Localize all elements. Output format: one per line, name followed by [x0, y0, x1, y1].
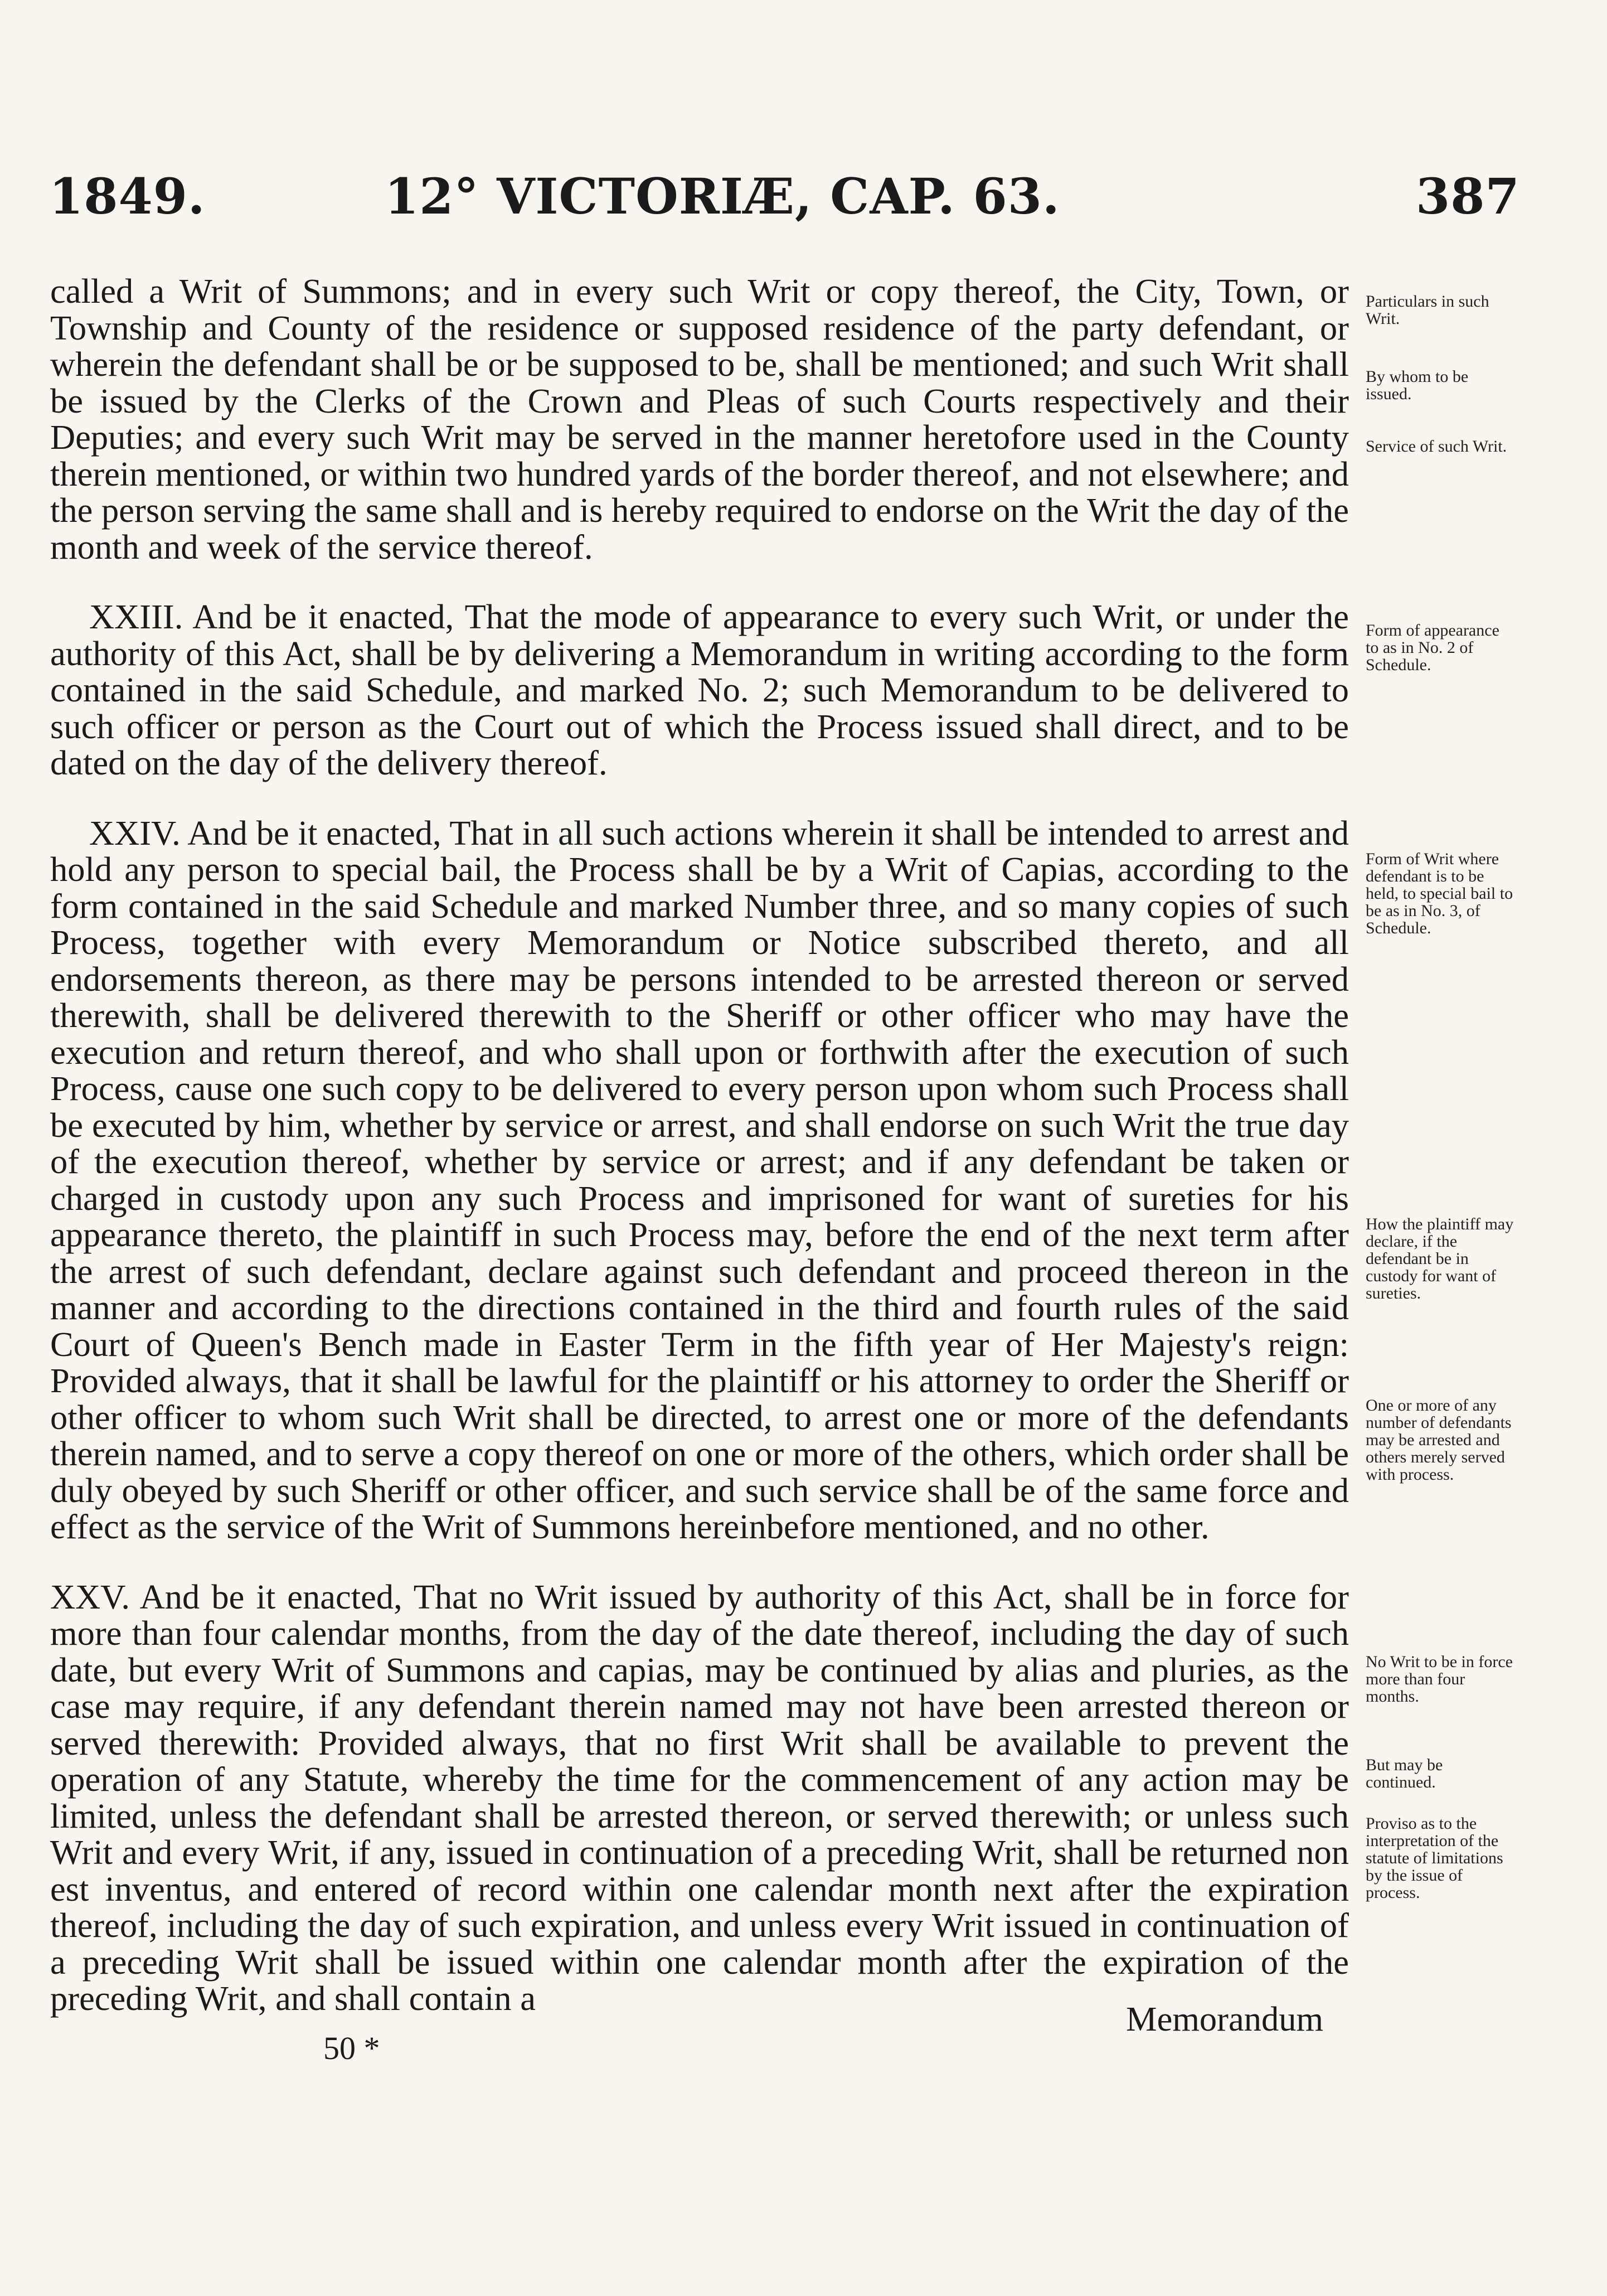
marginal-note: No Writ to be in force more than four months. [1366, 1653, 1513, 1706]
header-title: 12° VICTORIÆ, CAP. 63. [385, 167, 1060, 225]
page-number: 387 [1416, 167, 1520, 225]
marginal-note: One or more of any number of defendants may be arrested and others merely served with process. [1366, 1396, 1512, 1484]
signature-mark: 50 * [323, 2030, 380, 2066]
section-xxiv: XXIV. And be it enacted, That in all such actions wherein it shall be intended to arrest and hold any person to special bail, the Process shall be by a Writ of Capias, according to the form contained in the said Schedule and marked Number three, and so many copies of such Process, together with every Memorandum or Notice subscribed thereto, and all endorsements thereon, as there may be persons intended to be arrested thereon or served therewith, shall be delivered therewith to the Sheriff or other officer who may have the execution and return thereof, and who shall upon or forthwith after the execution of such Process, cause one such copy to be delivered to every person upon whom such Process shall be executed by him, whether by service or arrest, and shall endorse on such Writ the true day of the execution thereof, whether by service or arrest; and if any defendant be taken or charged in custody upon any such Process and imprisoned for want of sureties for his appearance thereto, the plaintiff in such Process may, before the end of the next term after the arrest of such defendant, declare against such defendant and proceed thereon in the manner and according to the directions contained in the third and fourth rules of the said Court of Queen's Bench made in Easter Term in the fifth year of Her Majesty's reign: Provided always, that it shall be lawful for the plaintiff or his attorney to order the Sheriff or other officer to whom such Writ shall be directed, to arrest one or more of the defendants therein named, and to serve a copy thereof on one or more of the others, which order shall be duly obeyed by such Sheriff or other officer, and such service shall be of the same force and effect as the service of the Writ of Summons hereinbefore mentioned, and no other. [50, 813, 1349, 1546]
marginal-note: But may be continued. [1366, 1756, 1443, 1791]
body-text [50, 273, 1349, 2017]
marginal-note: Proviso as to the interpretation of the statute of limitations by the issue of process. [1366, 1814, 1503, 1902]
section-xxiii: XXIII. And be it enacted, That the mode of appearance to every such Writ, or under the authority of this Act, shall be by delivering a Memorandum in writing according to the form contained in the said Schedule, and marked No. 2; such Memorandum to be delivered to such officer or person as the Court out of which the Process issued shall direct, and to be dated on the day of the delivery thereof. [50, 597, 1349, 782]
marginal-note: Form of appearance to as in No. 2 of Schedule. [1366, 621, 1499, 674]
section-xxv: XXV. And be it enacted, That no Writ issued by authority of this Act, shall be in force for more than four calendar months, from the day of the date thereof, including the day of such date, but every Writ of Summons and capias, may be continued by alias and pluries, as the case may require, if any defendant therein named may not have been arrested thereon or served therewith: Provided always, that no first Writ shall be available to prevent the operation of any Statute, whereby the time for the commencement of any action may be limited, unless the defendant shall be arrested thereon, or served therewith; or unless such Writ and every Writ, if any, issued in continuation of a preceding Writ, shall be returned non est inventus, and entered of record within one calendar month next after the expiration thereof, including the day of such expiration, and unless every Writ issued in continuation of a preceding Writ shall be issued within one calendar month after the expiration of the preceding Writ, and shall contain a [50, 1577, 1349, 2018]
marginal-note: How the plaintiff may declare, if the defendant be in custody for want of sureties. [1366, 1215, 1514, 1302]
catchword: Memorandum [1126, 1999, 1324, 2038]
marginal-note: Particulars in such Writ. [1366, 292, 1489, 328]
header-year: 1849. [49, 167, 206, 225]
marginal-note: Form of Writ where defendant is to be held, to special bail to be as in No. 3, of Schedule. [1366, 850, 1513, 937]
marginal-note: Service of such Writ. [1366, 437, 1507, 456]
paragraph-continued: called a Writ of Summons; and in every such Writ or copy thereof, the City, Town, or Township and County of the residence or supposed residence of the party defendant, or wherein the defendant shall be or be supposed to be, shall be mentioned; and such Writ shall be issued by the Clerks of the Crown and Pleas of such Courts respectively and their Deputies; and every such Writ may be served in the manner heretofore used in the County therein mentioned, or within two hundred yards of the border thereof, and not elsewhere; and the person serving the same shall and is hereby required to endorse on the Writ the day of the month and week of the service thereof. [50, 272, 1349, 566]
marginal-note: By whom to be issued. [1366, 367, 1469, 403]
